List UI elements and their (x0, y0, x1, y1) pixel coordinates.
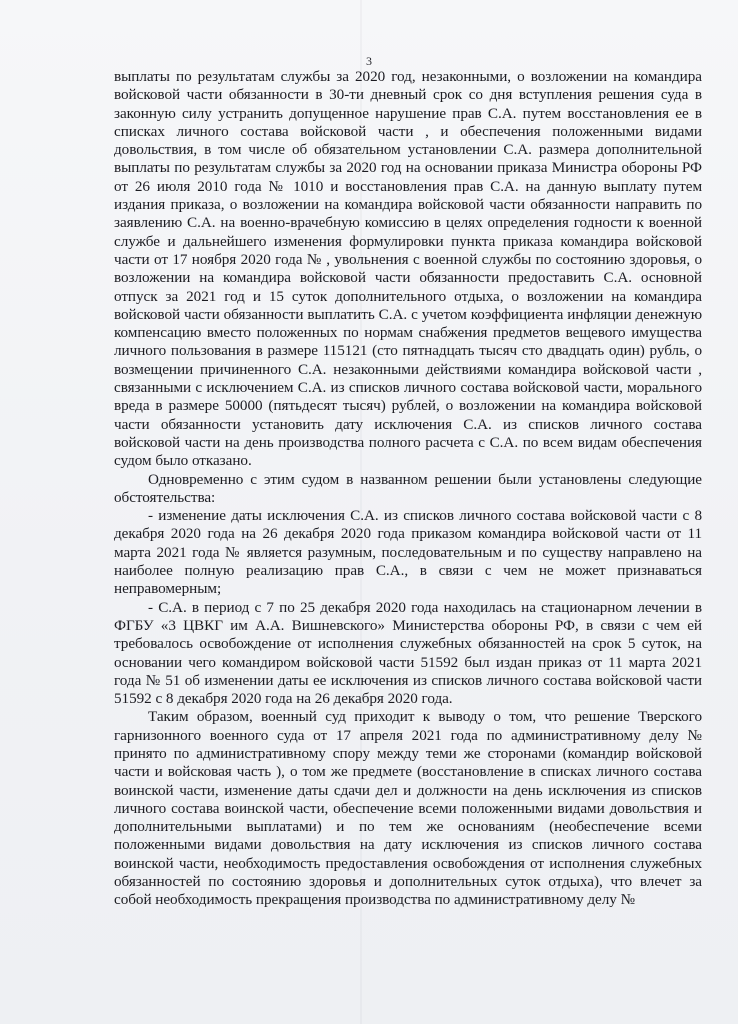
paragraph-4: - С.А. в период с 7 по 25 декабря 2020 года находилась на стационарном лечении в ФГБУ «3 ЦВКГ им А.А. Вишневского» Министерства обороны РФ, в связи с чем ей требовалось освобождение от исполнения служебных обязанностей на срок 5 суток, на основании чего командиром войсковой части 51592 был издан приказ от 11 марта 2021 года № 51 об изменении даты ее исключения из списков личного состава войсковой части 51592 с 8 декабря 2020 года на 26 декабря 2020 года. (114, 598, 702, 708)
document-body (114, 68, 702, 910)
page-number: 3 (366, 54, 372, 68)
paragraph-3: - изменение даты исключения С.А. из списков личного состава войсковой части с 8 декабря 2020 года на 26 декабря 2020 года приказом командира войсковой части от 11 марта 2021 года № является разумным, последовательным и по существу направлено на наиболее полную реализацию прав С.А., в связи с чем не может признаваться неправомерным; (114, 507, 702, 598)
paragraph-2: Одновременно с этим судом в названном решении были установлены следующие обстоятельства: (114, 470, 702, 506)
paragraph-1: выплаты по результатам службы за 2020 год, незаконными, о возложении на командира войсковой части обязанности в 30-ти дневный срок со дня вступления решения суда в законную силу устранить допущенное нарушение прав С.А. путем восстановления ее в списках личного состава войсковой части , и обеспечения положенными видами довольствия, в том числе об обязательном установлении С.А. размера дополнительной выплаты по результатам службы за 2020 год на основании приказа Министра обороны РФ от 26 июля 2010 года № 1010 и восстановления прав С.А. на данную выплату путем издания приказа, о возложении на командира войсковой части обязанности направить по заявлению С.А. на военно-врачебную комиссию в целях определения годности к военной службе и дальнейшего изменения формулировки пункта приказа командира войсковой части от 17 ноября 2020 года № , увольнения с военной службы по состоянию здоровья, о возложении на командира войсковой части обязанности предоставить С.А. основной отпуск за 2021 год и 15 суток дополнительного отдыха, о возложении на командира войсковой части обязанности выплатить С.А. с учетом коэффициента инфляции денежную компенсацию вместо положенных по нормам снабжения предметов вещевого имущества личного пользования в размере 115121 (сто пятнадцать тысяч сто двадцать один) рубль, о возмещении причиненного С.А. незаконными действиями командира войсковой части , связанными с исключением С.А. из списков личного состава войсковой части, морального вреда в размере 50000 (пятьдесят тысяч) рублей, о возложении на командира войсковой части обязанности установить дату исключения С.А. из списков личного состава войсковой части на день производства полного расчета с С.А. по всем видам обеспечения судом было отказано. (114, 68, 702, 470)
paragraph-5: Таким образом, военный суд приходит к выводу о том, что решение Тверского гарнизонного военного суда от 17 апреля 2021 года по административному делу № принято по административному спору между теми же сторонами (командир войсковой части и войсковая часть ), о том же предмете (восстановление в списках личного состава воинской части, изменение даты сдачи дел и должности на день исключения из списков личного состава воинской части, обеспечение всеми положенными видами довольствия и дополнительными выплатами) и по тем же основаниям (необеспечение всеми положенными видами довольствия на дату исключения из списков личного состава воинской части, необходимость предоставления освобождения от исполнения служебных обязанностей по состоянию здоровья и дополнительных суток отдыха), что влечет за собой необходимость прекращения производства по административному делу № (114, 708, 702, 909)
